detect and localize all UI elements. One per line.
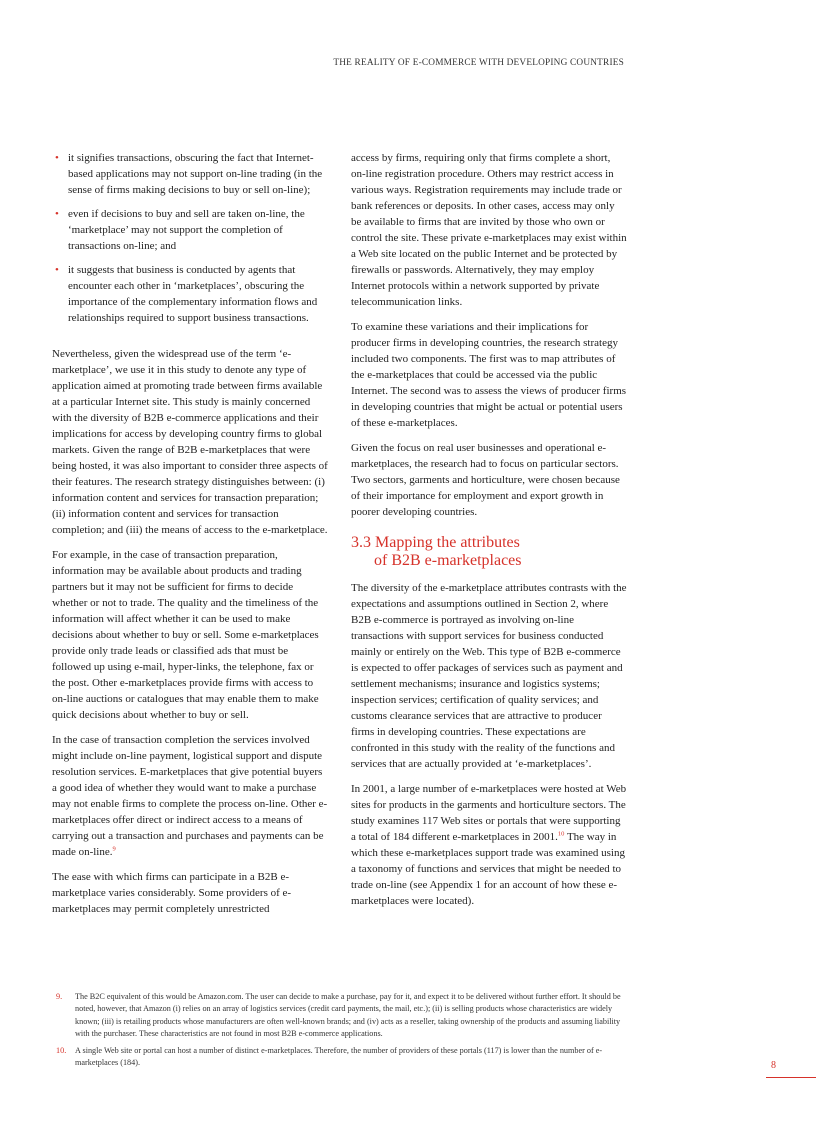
footnote-number: 10.: [56, 1045, 67, 1055]
paragraph: [351, 781, 627, 909]
footnote-number: 9.: [56, 992, 63, 1001]
paragraph: access by firms, requiring only that firms complete a short, on-line registration procedure. Others may restrict access in various ways. Registration requirements may include trade or bank references or deposits. In other cases, access may only be available to firms that are invited by those who own or control the site. These private e-marketplaces may exist within a Web site located on the public Internet and be protected by firewalls or passwords. Alternatively, they may employ Internet protocols within a network supported by private telecommunication links.: [351, 152, 627, 308]
paragraph-text: In 2001, a large number of e-marketplaces were hosted at Web sites for products in the garments and horticulture sectors. The study examines 117 Web sites or portals that were supporting a total of 184 different e-marketplaces in 2001.: [351, 783, 627, 843]
bullet-text: it suggests that business is conducted by agents that encounter each other in ‘marketplaces’, obscuring the importance of the complementary information flows and relationships required to support business transactions.: [68, 264, 318, 324]
footnotes: [56, 991, 626, 1073]
left-column: [52, 150, 328, 926]
bullet-text: it signifies transactions, obscuring the fact that Internet-based applications may not support on-line trading (in the sense of firms making decisions to buy or sell on-line);: [68, 152, 323, 196]
footnote: [56, 991, 626, 1041]
right-column: [351, 150, 627, 918]
paragraph: The ease with which firms can participate in a B2B e-marketplace varies considerably. Some providers of e-marketplaces may permit completely unrestricted: [52, 871, 292, 915]
footnote-ref-10[interactable]: 10: [557, 830, 565, 838]
paragraph: [52, 732, 328, 860]
footnote-ref-9[interactable]: 9: [112, 845, 116, 853]
paragraph: The diversity of the e-marketplace attributes contrasts with the expectations and assumptions outlined in Section 2, where B2B e-commerce is portrayed as involving on-line transactions with support services for business conducted mainly or entirely on the Web. This type of B2B e-commerce is expected to offer packages of services such as payment and settlement mechanisms; insurance and logistics systems; inspection services; certification of quality services; and customs clearance services that are attractive to producer firms in developing countries. These expectations are confronted in this study with the reality of the functions and services that are actually provided at ‘e-marketplaces’.: [351, 582, 627, 770]
section-heading-line2: of B2B e-marketplaces: [374, 552, 522, 569]
bullet-icon: •: [55, 264, 59, 276]
bullet-list: [52, 150, 328, 326]
footnote-text: The B2C equivalent of this would be Amazon.com. The user can decide to make a purchase, pay for it, and expect it to be delivered without further effort. It should be noted, however, that Amazon (i) relies on an array of logistics services (credit card payments, the mail, etc.); (ii) is selling products whose characteristics are widely known; (iii) is retailing products whose manufacturers are often well-known brands; and (iv) acts as a reseller, taking ownership of the products and assuming liability with the purchaser. These characteristics are not found in most B2B e-commerce applications.: [75, 992, 621, 1039]
section-heading: [351, 534, 627, 570]
bullet-text: even if decisions to buy and sell are taken on-line, the ‘marketplace’ may not support the completion of transactions on-line; and: [68, 208, 305, 252]
paragraph-text: The way in which these e-marketplaces support trade was examined using a taxonomy of functions and services that might be needed to trade on-line (see Appendix 1 for an account of how these e-marketplaces were located).: [351, 831, 625, 907]
footnote-text: A single Web site or portal can host a number of distinct e-marketplaces. Therefore, the number of providers of these portals (117) is lower than the number of e-marketplaces (184).: [75, 1045, 603, 1068]
page-number-rule: [766, 1077, 816, 1078]
bullet-icon: •: [55, 208, 59, 220]
section-heading-line1: 3.3 Mapping the attributes: [351, 534, 520, 551]
list-item: [52, 262, 328, 326]
list-item: [52, 206, 328, 254]
running-header: THE REALITY OF E-COMMERCE WITH DEVELOPING COUNTRIES: [333, 58, 624, 68]
page-number: 8: [771, 1060, 776, 1071]
footnote: [56, 1045, 626, 1070]
bullet-icon: •: [55, 152, 59, 164]
paragraph: For example, in the case of transaction preparation, information may be available about products and trading partners but it may not be sufficient for firms to decide whether or not to trade. The quality and the timeliness of the information will affect whether it can be used to make decisions about whether to buy or sell. Some e-marketplaces provide only trade leads or classified ads that must be followed up using e-mail, hyper-links, the telephone, fax or the post. Other e-marketplaces provide firms with access to on-line auctions or catalogues that may enable them to make quick decisions about whether to buy or sell.: [52, 549, 319, 721]
paragraph: Nevertheless, given the widespread use of the term ‘e-marketplace’, we use it in this study to denote any type of application aimed at promoting trade between firms available at a particular Internet site. This study is mainly concerned with the diversity of B2B e-commerce applications and their implications for access by developing country firms to global markets. Given the range of B2B e-marketplaces that were being hosted, it was also important to consider three aspects of their features. The research strategy distinguishes between: (i) information content and services for transaction preparation; (ii) information content and services for transaction completion; and (iii) the means of access to the e-marketplace.: [52, 348, 328, 536]
list-item: [52, 150, 328, 198]
paragraph: Given the focus on real user businesses and operational e-marketplaces, the research had to focus on particular sectors. Two sectors, garments and horticulture, were chosen because of their importance for employment and export growth in poorer developing countries.: [351, 442, 620, 518]
paragraph: To examine these variations and their implications for producer firms in developing countries, the research strategy included two components. The first was to map attributes of the e-marketplaces that could be accessed via the public Internet. The second was to assess the views of producer firms in developing countries that might be actual or potential users of these e-marketplaces.: [351, 321, 627, 429]
paragraph-text: In the case of transaction completion the services involved might include on-line payment, logistical support and dispute resolution services. E-marketplaces that give potential buyers a good idea of whether they would want to make a purchase may not enable firms to complete the process on-line. Other e-marketplaces offer direct or indirect access to a means of carrying out a transaction and purchases and payments can be made on-line.: [52, 734, 328, 858]
